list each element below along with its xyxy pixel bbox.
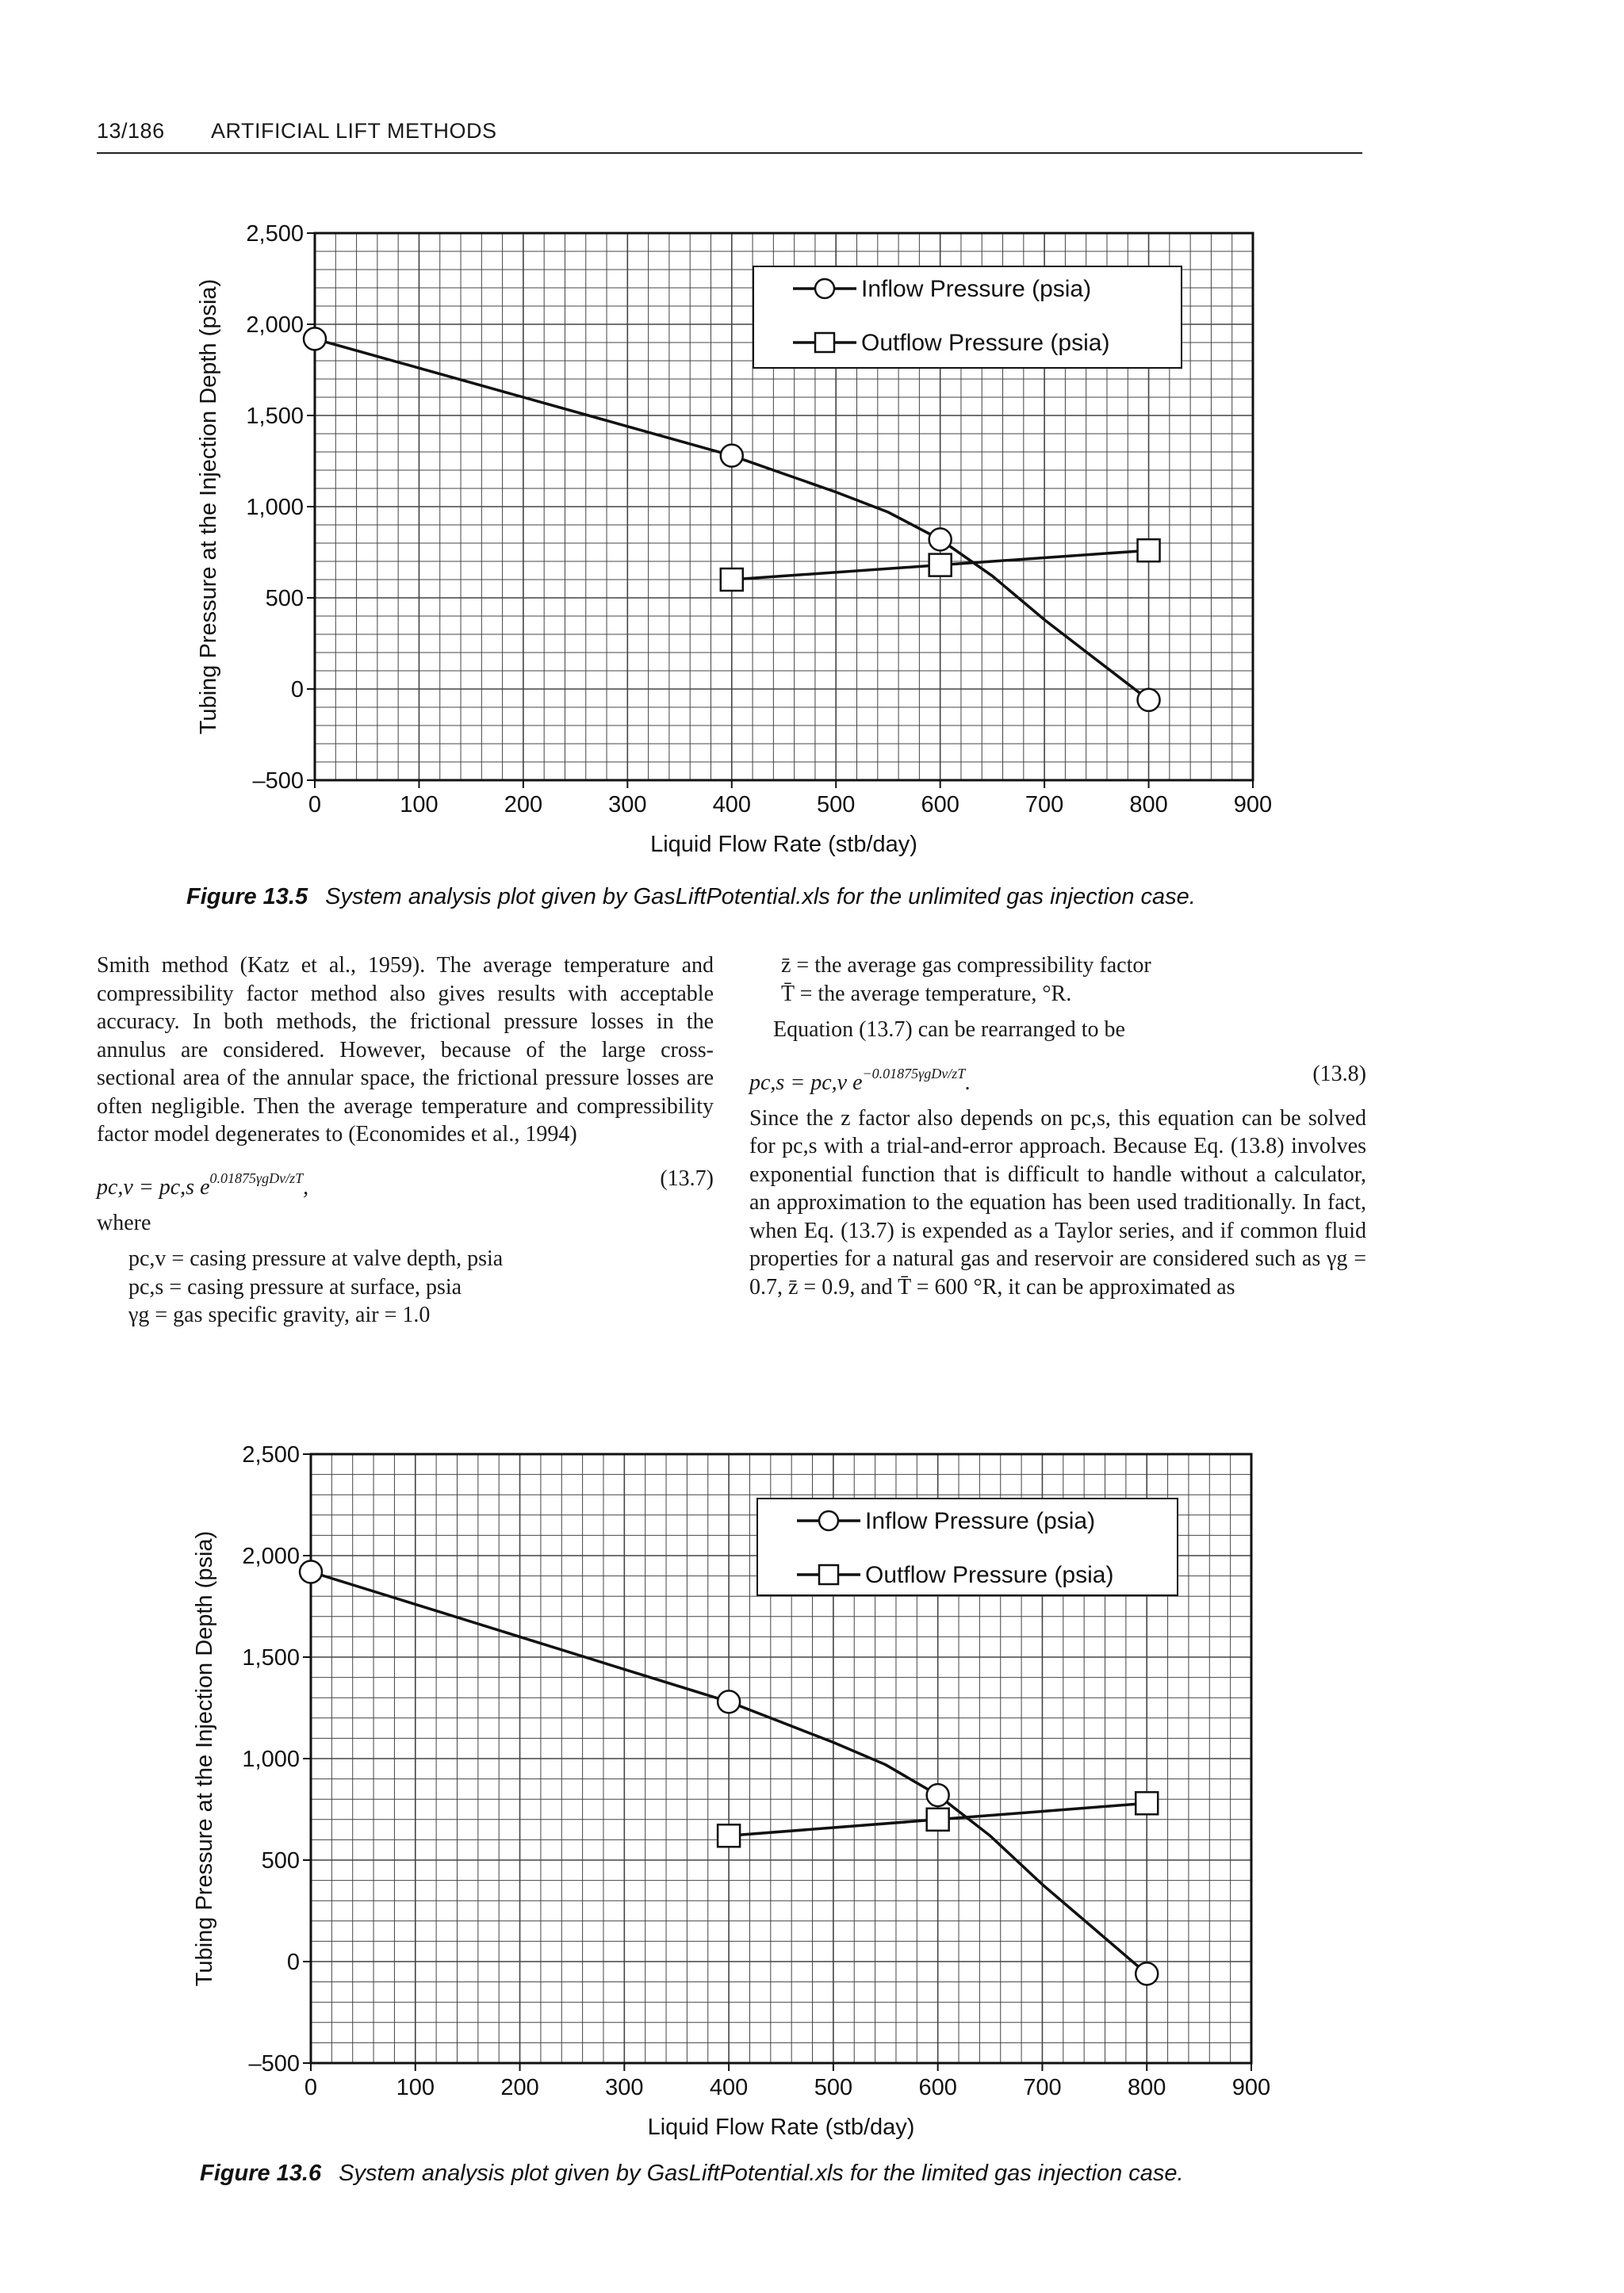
x-tick-label: 900 bbox=[1231, 2075, 1271, 2100]
y-axis-label: Tubing Pressure at the Injection Depth (psia) bbox=[192, 1530, 217, 1987]
inflow-point bbox=[721, 445, 743, 467]
definition: z̄ = the average gas compressibility factor bbox=[781, 953, 1151, 978]
legend-circle-marker bbox=[819, 1511, 838, 1530]
left-column bbox=[97, 951, 714, 1330]
x-axis-label: Liquid Flow Rate (stb/day) bbox=[647, 2115, 915, 2140]
figure-caption-text: System analysis plot given by GasLiftPotential.xls for the unlimited gas injection case. bbox=[325, 884, 1196, 909]
legend-circle-marker bbox=[815, 279, 834, 298]
definition: pc,v = casing pressure at valve depth, psia bbox=[128, 1246, 504, 1271]
x-tick-label: 200 bbox=[500, 2075, 539, 2100]
page-number: 13/186 bbox=[97, 119, 165, 143]
equation-number: (13.7) bbox=[660, 1166, 714, 1191]
inflow-point bbox=[304, 327, 326, 350]
equation-body: pc,v = pc,s $e^{0.01875\gamma gDv/zT}$, bbox=[97, 1169, 309, 1200]
x-tick-label: 400 bbox=[709, 2075, 749, 2100]
x-tick-label: 0 bbox=[304, 2075, 318, 2100]
x-tick-label: 100 bbox=[396, 2075, 435, 2100]
running-title: ARTIFICIAL LIFT METHODS bbox=[211, 119, 497, 143]
outflow-point bbox=[1138, 539, 1160, 561]
running-header bbox=[97, 114, 1362, 154]
paragraph: Since the z factor also depends on pc,s, this equation can be solved for pc,s with a trial-and-error approach. Because Eq. (13.8) involves exponential function that is difficult to handle without a calculator, an approximation to the equation has been used traditionally. In fact, when Eq. (13.7) is expended as a Taylor series, and if common fluid properties for a natural gas and reservoir are considered such as γg = 0.7, z̄ = 0.9, and T̄ = 600 °R, it can be approximated as bbox=[749, 1105, 1366, 1300]
right-column bbox=[749, 951, 1366, 1301]
legend-label: Inflow Pressure (psia) bbox=[865, 1508, 1096, 1534]
equation-13-7 bbox=[97, 1160, 714, 1200]
legend-label: Outflow Pressure (psia) bbox=[861, 330, 1110, 356]
paragraph: Equation (13.7) can be rearranged to be bbox=[773, 1017, 1125, 1042]
y-tick-label: 500 bbox=[261, 1848, 300, 1874]
outflow-point bbox=[1136, 1792, 1158, 1814]
chart-unlimited-injection bbox=[0, 214, 1624, 872]
x-tick-label: 800 bbox=[1128, 2075, 1166, 2100]
equation-13-8 bbox=[749, 1055, 1366, 1095]
y-tick-label: 0 bbox=[286, 1950, 300, 1975]
equation-body: pc,s = pc,v $e^{-0.01875\gamma gDv/zT}$. bbox=[749, 1065, 971, 1095]
legend-square-marker bbox=[815, 333, 834, 352]
where-label: where bbox=[97, 1210, 151, 1235]
x-tick-label: 500 bbox=[817, 792, 856, 817]
x-tick-label: 0 bbox=[308, 792, 322, 817]
x-tick-label: 300 bbox=[608, 792, 647, 817]
inflow-point bbox=[927, 1784, 949, 1806]
paragraph: Smith method (Katz et al., 1959). The average temperature and compressibility factor method also gives results with acceptable accuracy. In both methods, the frictional pressure losses in the annulus are considered. However, because of the large cross-sectional area of the annular space, the frictional pressure losses are often negligible. Then the average temperature and compressibility factor model degenerates to (Economides et al., 1994) bbox=[97, 953, 714, 1146]
y-tick-label: –500 bbox=[252, 768, 304, 794]
outflow-point bbox=[927, 1809, 949, 1831]
figure-13-5 bbox=[0, 214, 1624, 872]
y-tick-label: 2,000 bbox=[246, 312, 304, 338]
y-tick-label: 2,000 bbox=[242, 1544, 300, 1569]
equation-number: (13.8) bbox=[1312, 1061, 1366, 1086]
x-tick-label: 100 bbox=[400, 792, 439, 817]
x-tick-label: 500 bbox=[814, 2075, 853, 2100]
figure-13-5-caption bbox=[186, 884, 1196, 910]
legend-label: Outflow Pressure (psia) bbox=[865, 1562, 1114, 1588]
legend-label: Inflow Pressure (psia) bbox=[861, 276, 1092, 302]
definition: γg = gas specific gravity, air = 1.0 bbox=[128, 1303, 431, 1327]
y-tick-label: 1,500 bbox=[242, 1645, 300, 1671]
figure-caption-text: System analysis plot given by GasLiftPotential.xls for the limited gas injection case. bbox=[339, 2161, 1184, 2186]
outflow-point bbox=[721, 568, 743, 591]
x-tick-label: 700 bbox=[1025, 792, 1064, 817]
y-axis-label: Tubing Pressure at the Injection Depth (psia) bbox=[196, 278, 221, 735]
y-tick-label: 500 bbox=[265, 586, 304, 611]
x-tick-label: 400 bbox=[712, 792, 751, 817]
chart-limited-injection bbox=[0, 1435, 1624, 2149]
outflow-point bbox=[929, 554, 952, 576]
y-tick-label: 2,500 bbox=[242, 1442, 300, 1468]
y-tick-label: 1,000 bbox=[246, 495, 304, 520]
figure-label: Figure 13.6 bbox=[200, 2161, 322, 2186]
x-tick-label: 600 bbox=[921, 792, 959, 817]
x-tick-label: 900 bbox=[1233, 792, 1273, 817]
legend-square-marker bbox=[819, 1565, 838, 1584]
x-tick-label: 800 bbox=[1129, 792, 1168, 817]
inflow-point bbox=[718, 1690, 740, 1713]
inflow-point bbox=[300, 1560, 322, 1583]
definitions bbox=[781, 951, 1366, 1008]
outflow-point bbox=[718, 1824, 740, 1847]
x-tick-label: 700 bbox=[1023, 2075, 1062, 2100]
figure-13-6 bbox=[0, 1435, 1624, 2149]
definitions bbox=[128, 1245, 714, 1330]
inflow-point bbox=[929, 528, 952, 550]
figure-13-6-caption bbox=[200, 2161, 1184, 2187]
y-tick-label: 0 bbox=[290, 677, 304, 702]
x-tick-label: 300 bbox=[605, 2075, 644, 2100]
y-tick-label: 1,500 bbox=[246, 404, 304, 429]
definition: T̄ = the average temperature, °R. bbox=[781, 981, 1072, 1006]
x-tick-label: 600 bbox=[918, 2075, 957, 2100]
x-tick-label: 200 bbox=[504, 792, 543, 817]
definition: pc,s = casing pressure at surface, psia bbox=[128, 1274, 462, 1300]
x-axis-label: Liquid Flow Rate (stb/day) bbox=[650, 832, 917, 857]
inflow-point bbox=[1136, 1962, 1158, 1985]
figure-label: Figure 13.5 bbox=[186, 884, 308, 909]
inflow-point bbox=[1138, 689, 1160, 711]
y-tick-label: 1,000 bbox=[242, 1747, 300, 1772]
y-tick-label: –500 bbox=[248, 2051, 300, 2077]
y-tick-label: 2,500 bbox=[246, 221, 304, 247]
